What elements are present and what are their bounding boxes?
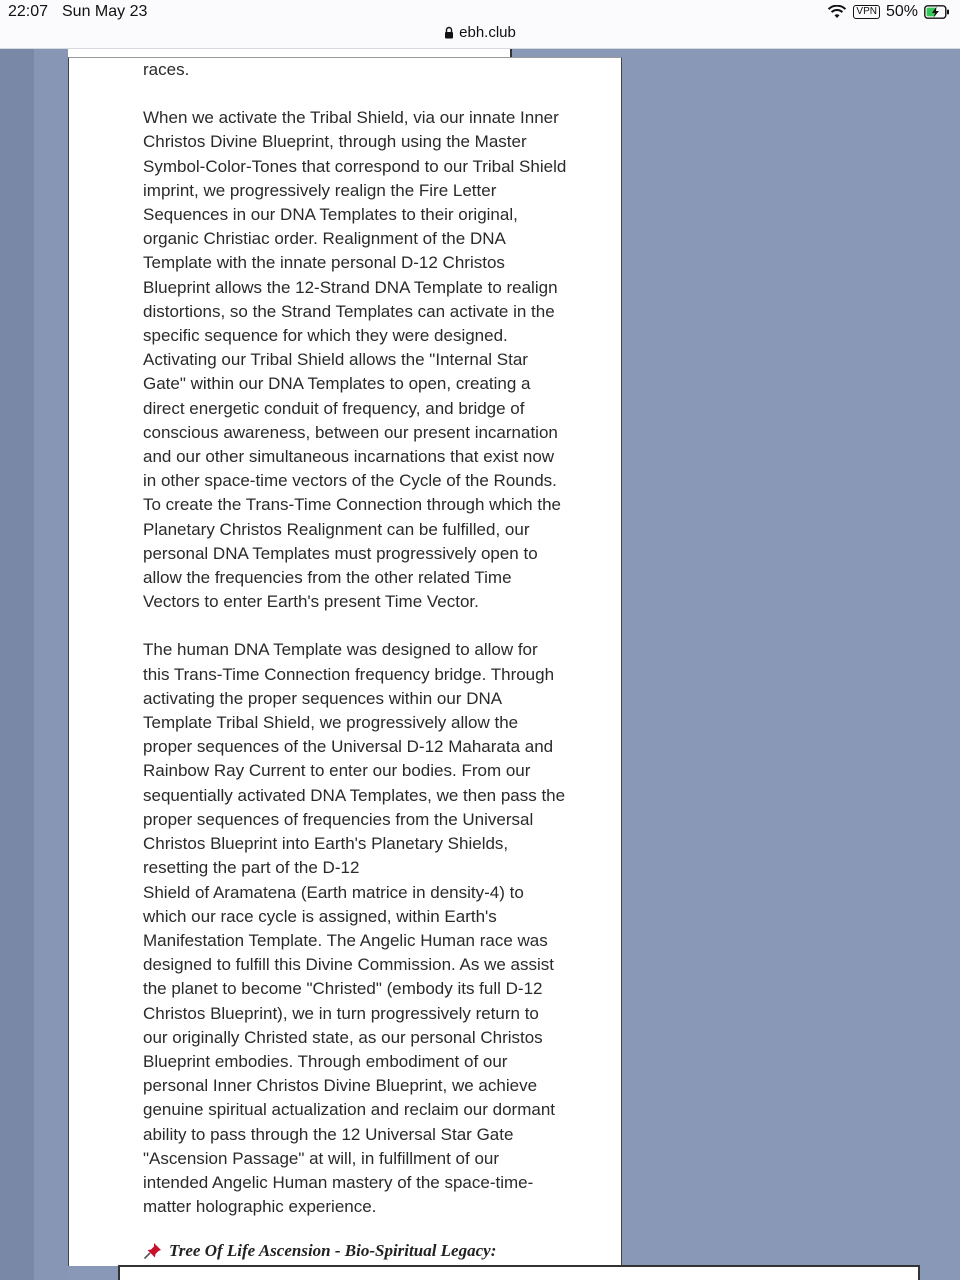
section-heading xyxy=(143,1241,496,1261)
status-bar xyxy=(0,0,960,49)
address-bar[interactable] xyxy=(0,24,960,43)
paragraph-fragment: races. xyxy=(143,60,190,79)
paragraph: When we activate the Tribal Shield, via our innate Inner Christos Divine Blueprint, through using the Master Symbol-Color-Tones that correspond to our Tribal Shield imprint, we progressively realign the Fire Letter Sequences in our DNA Templates to their original, organic Christiac order. Realignment of the DNA Template with the innate personal D-12 Christos Blueprint allows the 12-Strand DNA Template to realign distortions, so the Strand Templates can activate in the specific sequence for which they were designed. Activating our Tribal Shield allows the "Internal Star Gate" within our DNA Templates to open, creating a direct energetic conduit of frequency, and bridge of conscious awareness, between our present incarnation and our other simultaneous incarnations that exist now in other space-time vectors of the Cycle of the Rounds. To create the Trans-Time Connection through which the Planetary Christos Realignment can be fulfilled, our personal DNA Templates must progressively open to allow the frequencies from the other related Time Vectors to enter Earth's present Time Vector. xyxy=(143,108,567,612)
article-body xyxy=(143,58,615,1219)
vpn-badge: VPN xyxy=(853,5,880,19)
status-time: 22:07 xyxy=(8,3,49,20)
wifi-icon xyxy=(827,5,847,19)
document-page[interactable] xyxy=(68,57,622,1266)
status-date: Sun May 23 xyxy=(62,3,148,20)
battery-charging-icon xyxy=(924,5,950,19)
lock-icon xyxy=(444,26,454,39)
url-text[interactable]: ebh.club xyxy=(459,24,516,41)
background-strip xyxy=(0,49,34,1280)
battery-percentage: 50% xyxy=(885,3,918,20)
next-page-edge xyxy=(118,1265,920,1280)
heading-text: Tree Of Life Ascension - Bio-Spiritual Legacy: xyxy=(169,1241,497,1260)
background-panel xyxy=(34,49,68,1280)
status-indicators xyxy=(827,3,950,21)
pushpin-icon xyxy=(143,1242,163,1260)
previous-page-edge xyxy=(68,49,512,57)
paragraph: The human DNA Template was designed to allow for this Trans-Time Connection frequency bridge. Through activating the proper sequences within our DNA Template Tribal Shield, we progressively allow the proper sequences of the Universal D-12 Maharata and Rainbow Ray Current to enter our bodies. From our sequentially activated DNA Templates, we then pass the proper sequences of frequencies from the Universal Christos Blueprint into Earth's Planetary Shields, resetting the part of the D-12 Shield of Aramatena (Earth matrice in density-4) to which our race cycle is assigned, within Earth's Manifestation Template. The Angelic Human race was designed to fulfill this Divine Commission. As we assist the planet to become "Christed" (embody its full D-12 Christos Blueprint), we in turn progressively return to our originally Christed state, as our personal Christos Blueprint embodies. Through embodiment of our personal Inner Christos Divine Blueprint, we achieve genuine spiritual actualization and reclaim our dormant ability to pass through the 12 Universal Star Gate "Ascension Passage" at will, in fulfillment of our intended Angelic Human mastery of the space-time- matter holographic experience. xyxy=(143,640,566,1217)
